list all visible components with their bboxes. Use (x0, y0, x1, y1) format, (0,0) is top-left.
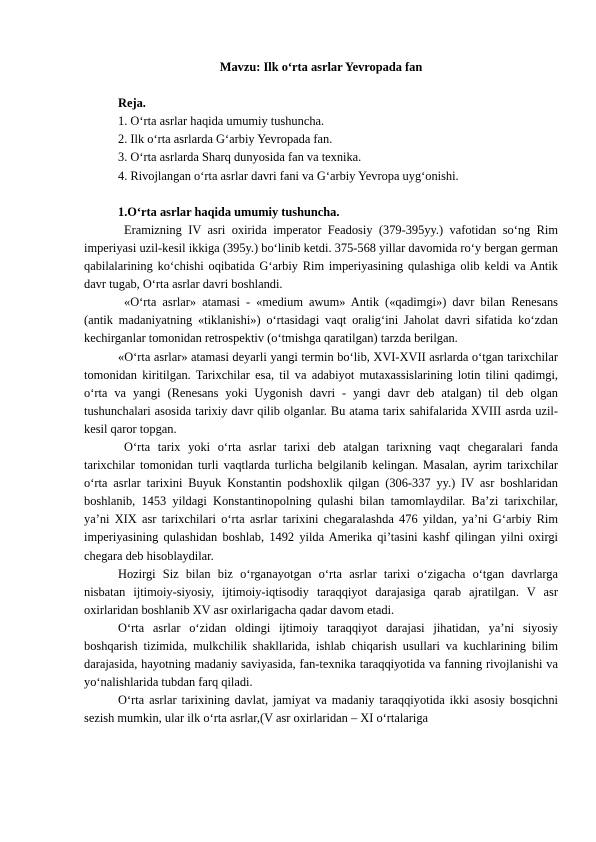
paragraph-3: «O‘rta asrlar» atamasi deyarli yangi termin bo‘lib, XVI-XVII asrlarda o‘tgan tarixchilar tomonidan kiritilgan. Tarixchilar esa, til va adabiyot mutaxassislarining lotin tilini qadimgi, o‘rta va yangi (Renesans yoki Uygonish davri - yangi davr deb atalgan) til deb olgan tushunchalari asosida tarixiy davr qilib olganlar. Bu atama tarix sahifalarida XVIII asrda uzil- kesil qaror topgan. (84, 349, 558, 436)
paragraph-7: O‘rta asrlar tarixining davlat, jamiyat va madaniy taraqqiyotida ikki asosiy bosqichni sezish mumkin, ular ilk o‘rta asrlar,(V asr oxirlaridan – XI o‘rtalariga (84, 693, 558, 726)
spacer (84, 185, 558, 203)
paragraph-2: «O‘rta asrlar» atamasi - «medium awum» Antik («qadimgi») davr bilan Renesans (antik madaniyatning «tiklanishi») o‘rtasidagi vaqt oralig‘ini Jaholat davri sifatida ko‘zdan kechirganlar tomonidan retrospektiv (o‘tmishga qaratilgan) tarzda berilgan. (84, 295, 558, 346)
paragraph-6: O‘rta asrlar o‘zidan oldingi ijtimoiy taraqqiyot darajasi jihatidan, ya’ni siyosiy boshqarish tizimida, mulkchilik shakllarida, ishlab chiqarish usullari va kuchlarining bilim darajasida, hayotning madaniy saviyasida, fan-texnika taraqqiyotida va fanning rivojlanishi va yo‘nalishlarida tubdan farq qiladi. (84, 620, 558, 690)
plan-item-2: 2. Ilk o‘rta asrlarda G‘arbiy Yevropada fan. (118, 132, 333, 147)
document-page (84, 58, 558, 727)
paragraph-1: Eramizning IV asri oxirida imperator Feadosiy (379-395yy.) vafotidan so‘ng Rim imperiyasi uzil-kesil ikkiga (395y.) bo‘linib ketdi. 375-568 yillar davomida ro‘y bergan german qabilalarining ko‘chishi oqibatida G‘arbiy Rim imperiyasining qulashiga olib keldi va Antik davr tugab, O‘rta asrlar davri boshlandi. (84, 222, 558, 292)
plan-list (84, 112, 558, 184)
paragraph-4: O‘rta tarix yoki o‘rta asrlar tarixi deb atalgan tarixning vaqt chegaralari fanda tarixchilar tomonidan turli vaqtlarda turlicha belgilanib kelingan. Masalan, ayrim tarixchilar o‘rta asrlar tarixini Buyuk Konstantin podshoxlik qilgan (306-337 yy.) IV asr boshlaridan boshlanib, 1453 yildagi Konstantinopolning qulashi bilan tamomlaydilar. Ba’zi tarixchilar, ya’ni XIX asr tarixchilari o‘rta asrlar tarixini chegaralashda 476 yildan, ya’ni G‘arbiy Rim imperiyasining qulashidan boshlab, 1492 yilda Amerika qi’tasini kashf qilingan yilni oxirgi chegara deb hisoblaydilar. (84, 439, 558, 563)
spacer (84, 76, 558, 94)
paragraph-5: Hozirgi Siz bilan biz o‘rganayotgan o‘rta asrlar tarixi o‘zigacha o‘tgan davrlarga nisbatan ijtimoiy-siyosiy, ijtimoiy-iqtisodiy taraqqiyot darajasiga qarab ajratilgan. V asr oxirlaridan boshlanib XV asr oxirlarigacha qadar davom etadi. (84, 566, 558, 617)
plan-item-4: 4. Rivojlangan o‘rta asrlar davri fani va G‘arbiy Yevropa uyg‘onishi. (118, 168, 459, 183)
plan-heading: Reja. (118, 96, 146, 111)
plan-item-3: 3. O‘rta asrlarda Sharq dunyosida fan va texnika. (118, 150, 362, 165)
section-heading: 1.O‘rta asrlar haqida umumiy tushuncha. (118, 204, 340, 219)
plan-item-1: 1. O‘rta asrlar haqida umumiy tushuncha. (118, 114, 325, 129)
document-title: Mavzu: Ilk o‘rta asrlar Yevropada fan (219, 60, 423, 74)
